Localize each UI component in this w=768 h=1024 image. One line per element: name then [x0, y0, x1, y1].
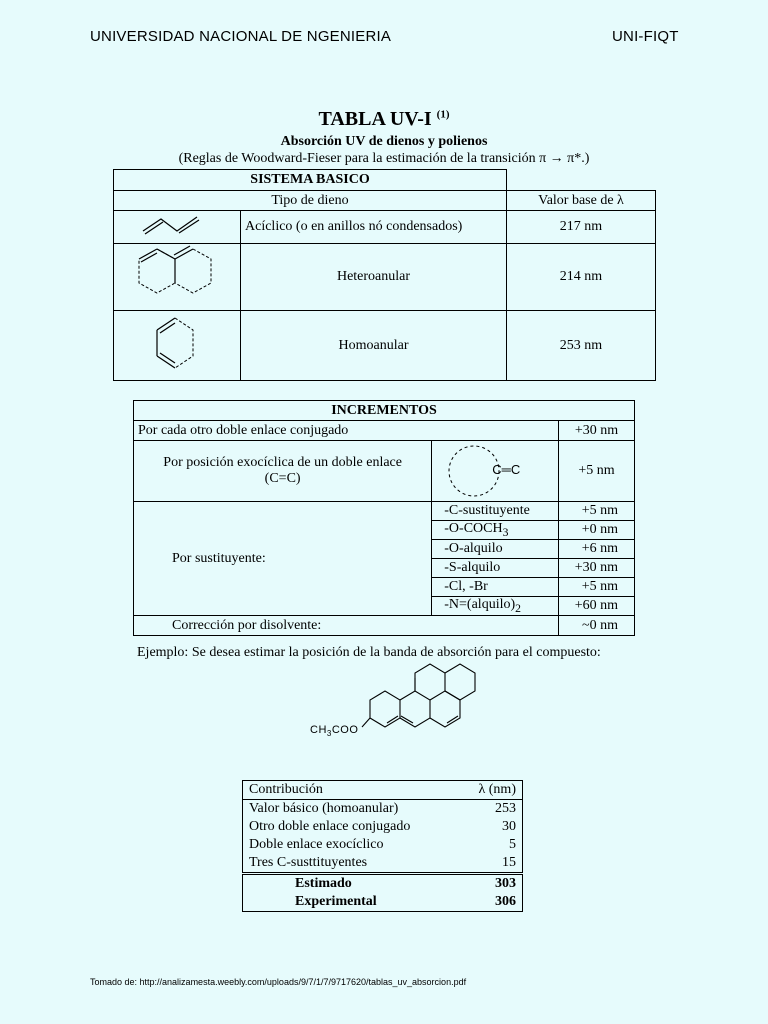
- structure-aciclico: [114, 211, 241, 244]
- heteroanular-diene-icon: [127, 245, 227, 305]
- page-title: [0, 108, 768, 131]
- sustituyente-label: Por sustituyente:: [134, 502, 432, 616]
- contrib-label: Tres C-susttituyentes: [249, 855, 368, 870]
- disolvente-value: ~0 nm: [559, 616, 635, 636]
- contrib-label: Otro doble enlace conjugado: [249, 819, 411, 834]
- incrementos-heading: INCREMENTOS: [134, 401, 635, 421]
- butadiene-icon: [137, 213, 217, 237]
- conjugado-value: +30 nm: [559, 421, 635, 441]
- sust-name: -Cl, -Br: [432, 578, 559, 597]
- estimado-label: Estimado: [295, 876, 352, 891]
- sust-value: +0 nm: [559, 521, 635, 540]
- sust-name-text: -O-COCH: [444, 521, 503, 537]
- contrib-label: Doble enlace exocíclico: [249, 837, 384, 852]
- experimental-value: 306: [495, 894, 516, 909]
- structure-heteroanular: [114, 244, 241, 311]
- exocyclic-ring-icon: [436, 443, 546, 499]
- contrib-value: 5: [509, 837, 516, 852]
- col-contribucion: Contribución: [249, 782, 323, 797]
- source-footer: Tomado de: http://analizamesta.weebly.com/uploads/9/7/1/7/9717620/tablas_uv_absorcion.pdf: [90, 977, 467, 987]
- sust-name: -S-alquilo: [432, 559, 559, 578]
- sust-value: +30 nm: [559, 559, 635, 578]
- valor-heteroanular: 214 nm: [507, 244, 656, 311]
- sust-value: +60 nm: [559, 597, 635, 616]
- contrib-value: 253: [495, 801, 516, 816]
- sistema-basico-table: [113, 169, 656, 381]
- tipo-heteroanular: Heteroanular: [241, 244, 507, 311]
- ch3-text: CH: [310, 724, 327, 736]
- exociclica-value: +5 nm: [559, 441, 635, 502]
- sust-name: [432, 597, 559, 616]
- structure-homoanular: [114, 311, 241, 381]
- col-tipo-dieno: Tipo de dieno: [114, 191, 507, 211]
- sust-name: -C-sustituyente: [432, 502, 559, 521]
- estimado-value: 303: [495, 876, 516, 891]
- subtitle: Absorción UV de dienos y polienos: [280, 134, 488, 149]
- sust-name-text: -N=(alquilo): [444, 597, 516, 613]
- rules-note: (Reglas de Woodward-Fieser para la estimación de la transición π → π*.): [178, 151, 590, 166]
- valor-aciclico: 217 nm: [507, 211, 656, 244]
- contrib-label: Valor básico (homoanular): [249, 801, 399, 816]
- contribucion-table: [242, 780, 523, 912]
- incrementos-table: [133, 400, 635, 636]
- conjugado-label: Por cada otro doble enlace conjugado: [134, 421, 559, 441]
- tipo-homoanular: Homoanular: [241, 311, 507, 381]
- experimental-label: Experimental: [295, 894, 377, 909]
- exocyclic-cc-label: C═C: [492, 462, 521, 477]
- sust-subscript: 3: [502, 525, 509, 539]
- col-valor-base: Valor base de λ: [507, 191, 656, 211]
- exociclica-label: Por posición exocíclica de un doble enlace (C=C): [134, 441, 432, 502]
- sust-name: [432, 521, 559, 540]
- ejemplo-text: Ejemplo: Se desea estimar la posición de la banda de absorción para el compuesto:: [137, 645, 601, 660]
- col-lambda: λ (nm): [478, 782, 516, 797]
- coo-text: COO: [331, 724, 359, 736]
- tipo-aciclico: Acíclico (o en anillos nó condensados): [241, 211, 507, 244]
- disolvente-label: Corrección por disolvente:: [134, 616, 559, 636]
- valor-homoanular: 253 nm: [507, 311, 656, 381]
- title-footnote: (1): [436, 108, 450, 121]
- sust-value: +5 nm: [559, 578, 635, 597]
- acetate-label: [310, 724, 358, 738]
- header-department: UNI-FIQT: [612, 28, 679, 45]
- sistema-heading: SISTEMA BASICO: [114, 170, 507, 191]
- header-university: UNIVERSIDAD NACIONAL DE NGENIERIA: [90, 28, 392, 45]
- homoanular-diene-icon: [147, 312, 207, 374]
- sust-subscript: 2: [515, 601, 521, 615]
- sust-value: +5 nm: [559, 502, 635, 521]
- contrib-value: 30: [502, 819, 516, 834]
- contrib-value: 15: [502, 855, 516, 870]
- ch3-subscript: 3: [326, 729, 332, 739]
- title-text: TABLA UV-I: [318, 108, 432, 130]
- sust-value: +6 nm: [559, 540, 635, 559]
- exociclica-structure: [432, 441, 559, 502]
- sust-name: -O-alquilo: [432, 540, 559, 559]
